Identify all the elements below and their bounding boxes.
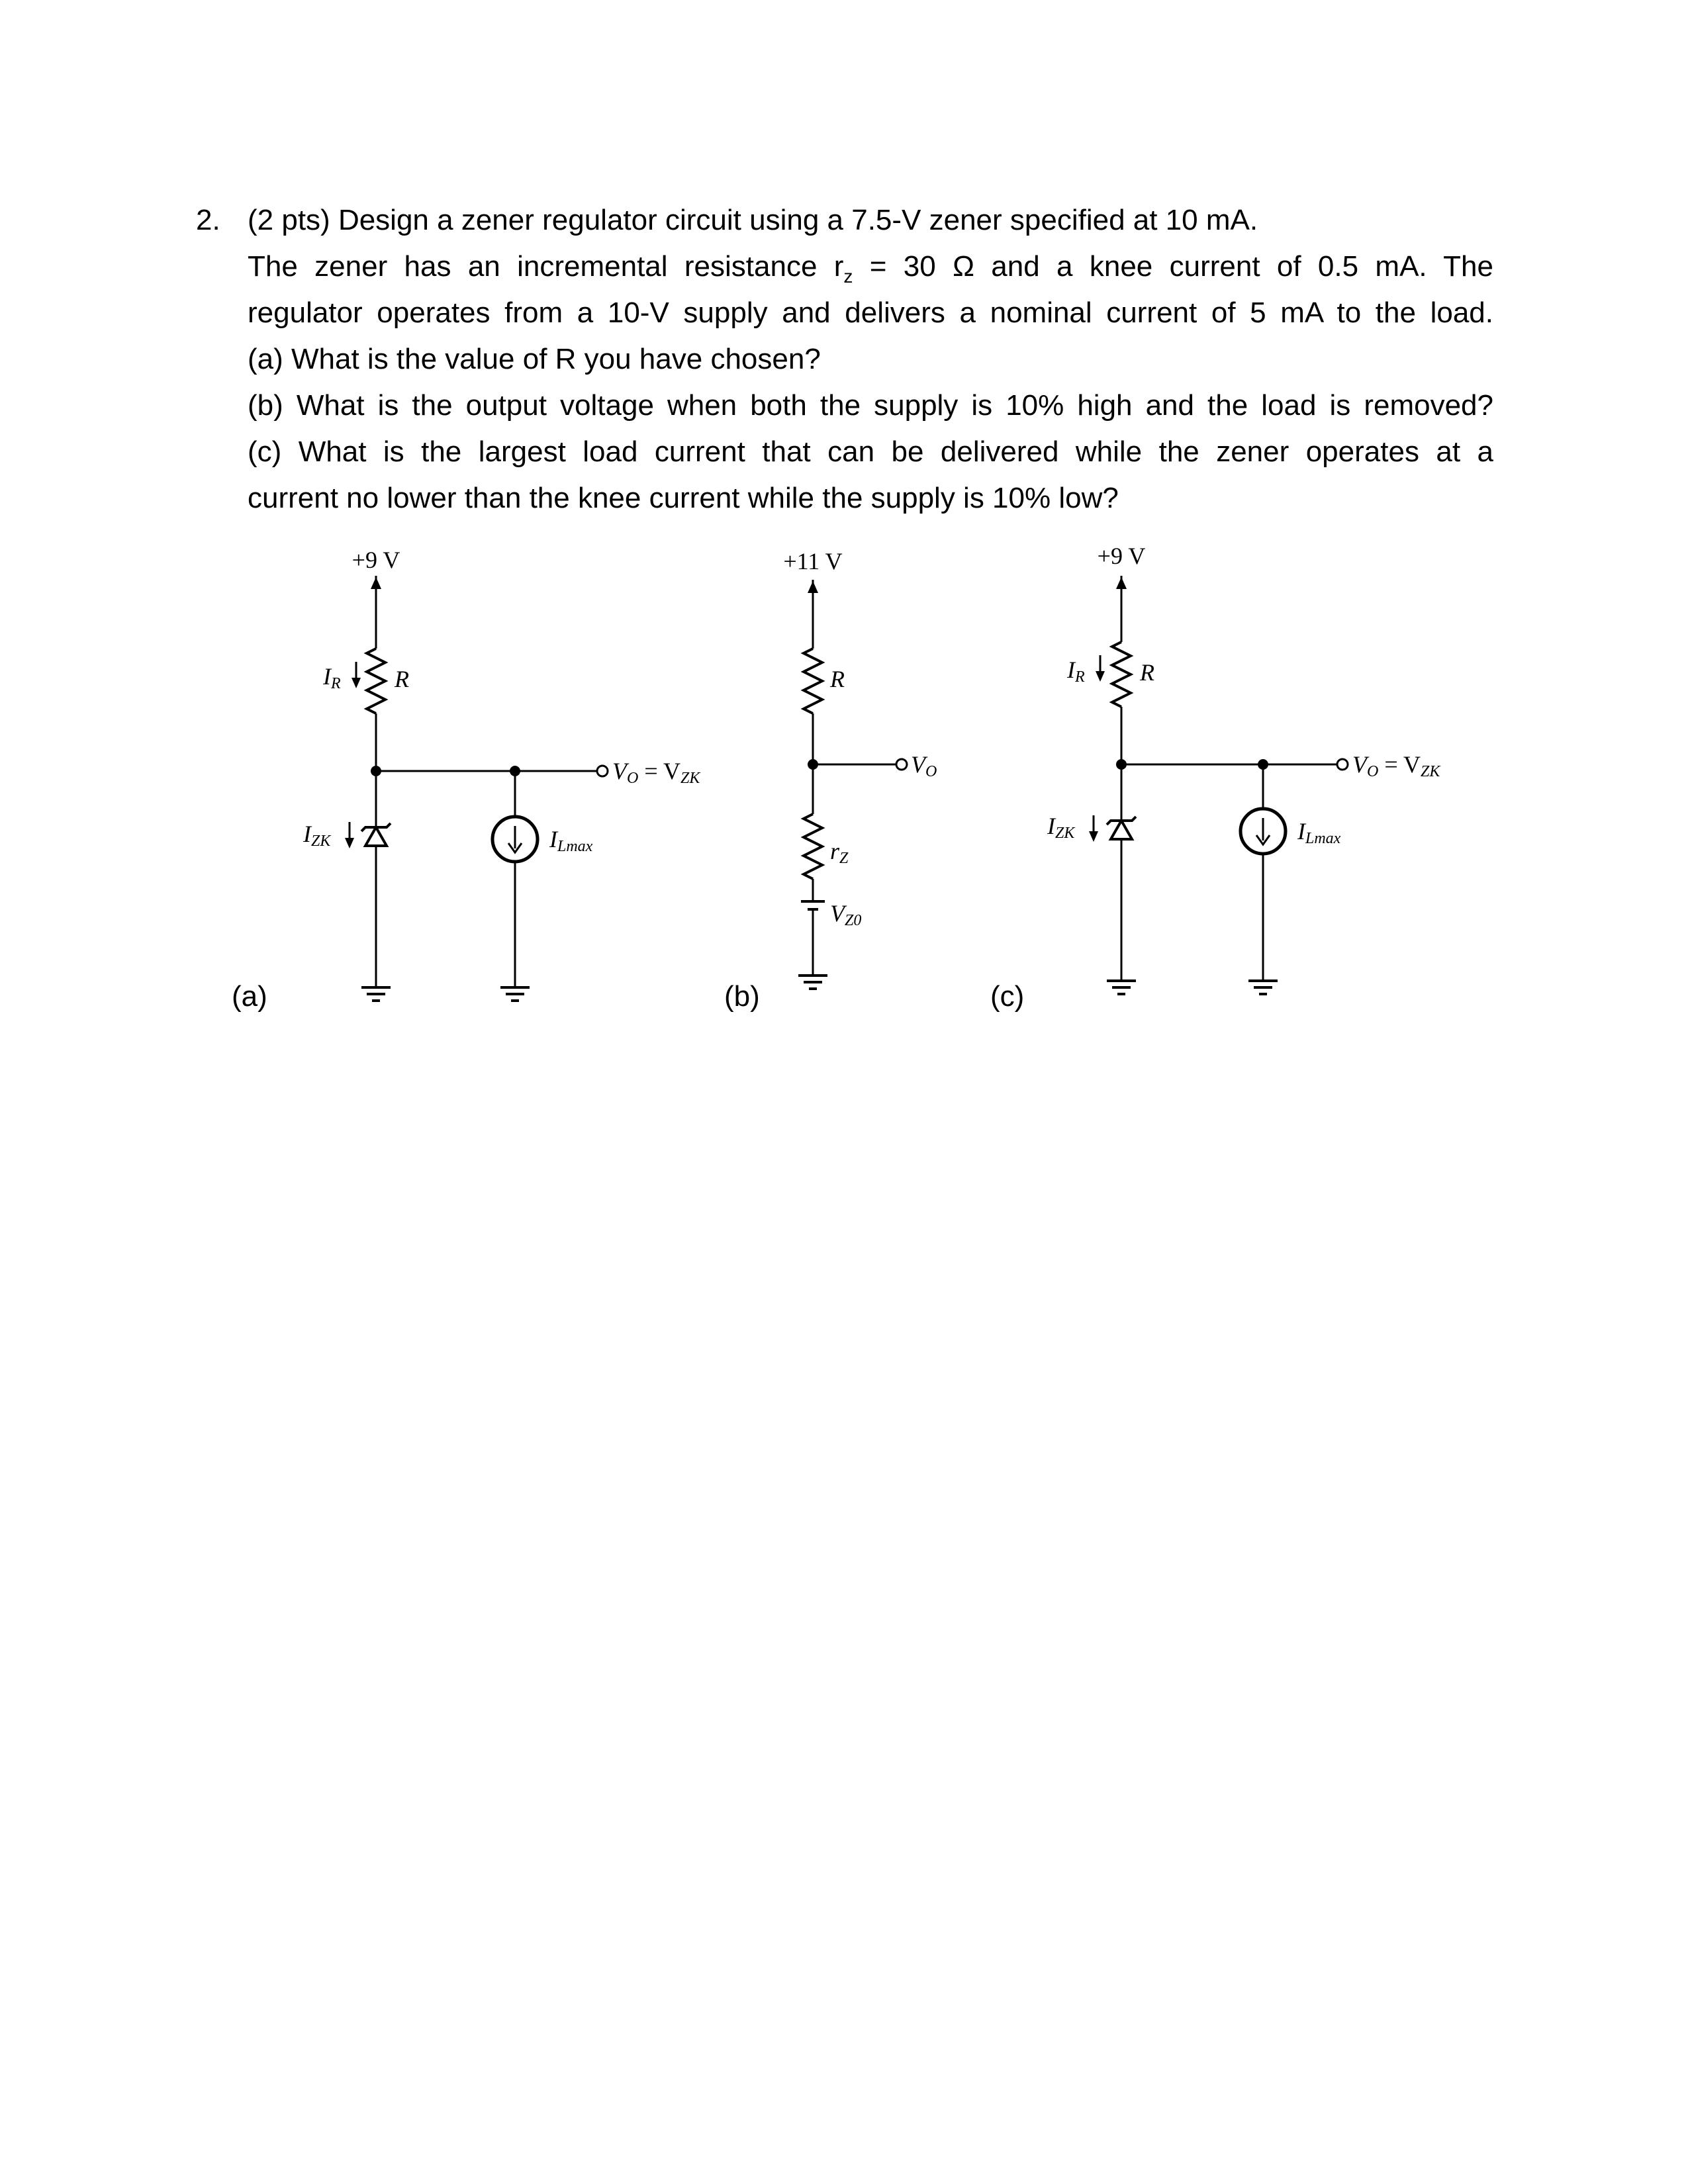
output-label-c: VO = VZK bbox=[1352, 751, 1440, 780]
supply-arrow bbox=[1116, 577, 1127, 589]
circuit-figure bbox=[232, 529, 1496, 1032]
rz-label-b: rZ bbox=[830, 838, 849, 867]
circuit-b bbox=[724, 548, 937, 1013]
question-b: (b) What is the output voltage when both the supply is 10% high and the load is removed? bbox=[248, 389, 1493, 422]
zener-diode-a bbox=[361, 823, 391, 846]
problem-number: 2. bbox=[196, 204, 220, 236]
ground-a2 bbox=[500, 987, 530, 1001]
vz0-label-b: VZ0 bbox=[830, 900, 862, 929]
ground-c2 bbox=[1248, 981, 1278, 994]
supply-label-b: +11 V bbox=[783, 548, 843, 574]
resistor-rz-b bbox=[804, 814, 822, 879]
node-dot bbox=[808, 759, 818, 770]
supply-arrow bbox=[808, 581, 818, 593]
resistor-r-a bbox=[367, 649, 385, 713]
ground-a1 bbox=[361, 987, 391, 1001]
battery-vz0-b bbox=[801, 901, 825, 909]
problem-line-1 bbox=[196, 197, 1493, 244]
problem-statement bbox=[196, 197, 1493, 522]
current-source-c bbox=[1241, 809, 1286, 854]
izk-arrow-a bbox=[345, 822, 354, 848]
ir-label-a: IR bbox=[323, 663, 341, 692]
supply-label-c: +9 V bbox=[1097, 543, 1146, 569]
node-dot bbox=[1116, 759, 1127, 770]
resistor-label-c: R bbox=[1140, 659, 1154, 686]
output-label-b: VO bbox=[911, 751, 937, 780]
izk-label-c: IZK bbox=[1047, 813, 1075, 842]
output-terminal-b bbox=[896, 759, 907, 770]
supply-arrow bbox=[371, 577, 381, 589]
circuit-c bbox=[990, 543, 1441, 1013]
problem-line-2: The zener has an incremental resistance $r_z = 30$ Ω and a knee current of 0.5 mA. The bbox=[248, 250, 1494, 287]
output-terminal-c bbox=[1337, 759, 1348, 770]
question-c-line-1: (c) What is the largest load current that can be delivered while the zener operates at a bbox=[248, 435, 1493, 468]
ground-c1 bbox=[1107, 981, 1136, 994]
problem-line-3: regulator operates from a 10-V supply and delivers a nominal current of 5 mA to the load. bbox=[248, 296, 1493, 329]
ground-b bbox=[798, 976, 827, 989]
zener-diode-c bbox=[1107, 817, 1136, 839]
question-c-line-2: current no lower than the knee current while the supply is 10% low? bbox=[248, 482, 1119, 514]
iload-label-c: ILmax bbox=[1297, 818, 1341, 847]
supply-label-a: +9 V bbox=[352, 547, 400, 573]
circuit-a-label: (a) bbox=[232, 980, 267, 1013]
circuit-b-label: (b) bbox=[724, 980, 760, 1013]
izk-arrow-c bbox=[1089, 815, 1098, 842]
resistor-label-b: R bbox=[830, 666, 845, 692]
current-source-a bbox=[492, 817, 538, 862]
ir-arrow-a bbox=[352, 662, 361, 688]
problem-points: (2 pts) bbox=[248, 204, 330, 236]
output-terminal-a bbox=[597, 766, 608, 776]
resistor-r-b bbox=[804, 649, 822, 713]
node-dot bbox=[371, 766, 381, 776]
question-a: (a) What is the value of R you have chosen? bbox=[248, 343, 821, 375]
izk-label-a: IZK bbox=[303, 821, 331, 850]
output-label-a: VO = VZK bbox=[612, 758, 700, 787]
iload-label-a: ILmax bbox=[549, 826, 593, 855]
resistor-label-a: R bbox=[395, 666, 409, 692]
circuit-a bbox=[232, 547, 701, 1013]
ir-label-c: IR bbox=[1067, 657, 1085, 686]
circuit-c-label: (c) bbox=[990, 980, 1025, 1013]
ir-arrow-c bbox=[1096, 655, 1105, 682]
problem-text-1: Design a zener regulator circuit using a 7.5-V zener specified at 10 mA. bbox=[338, 204, 1258, 236]
resistor-r-c bbox=[1112, 642, 1131, 707]
